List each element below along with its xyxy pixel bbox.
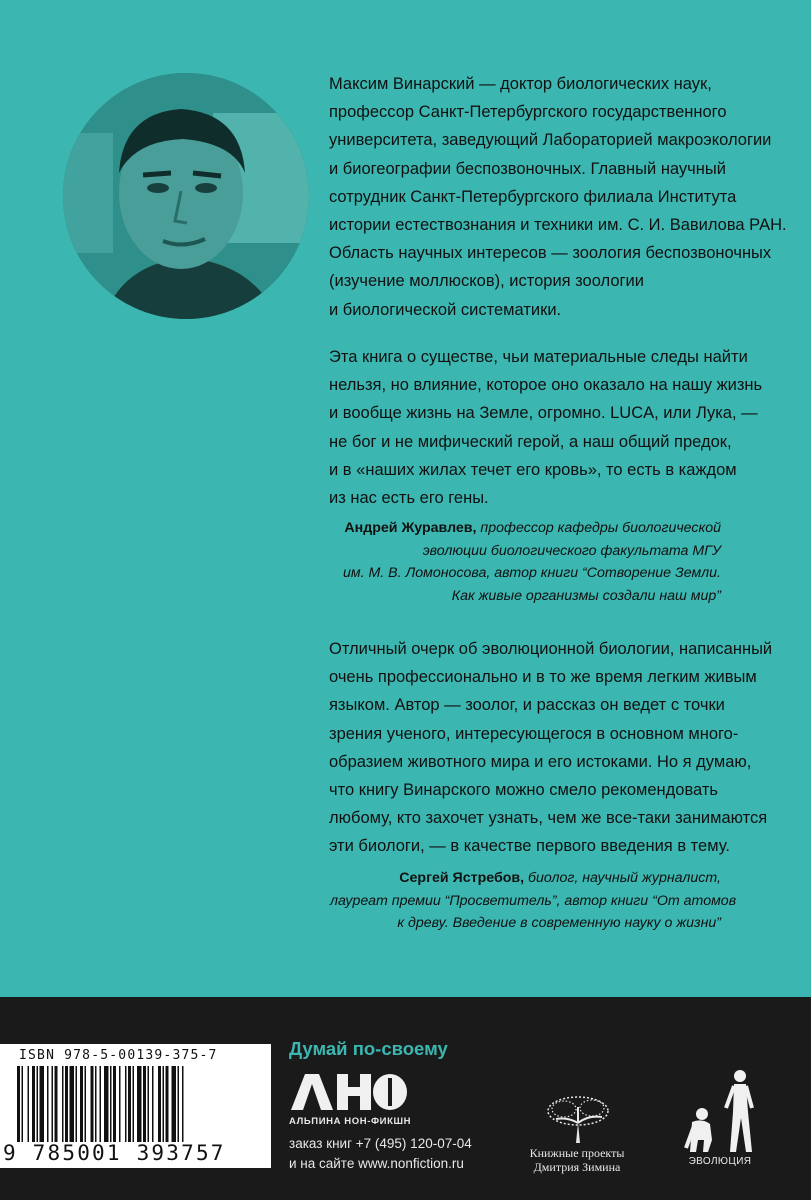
barcode-bar <box>91 1066 94 1142</box>
barcode-bar <box>119 1066 121 1142</box>
portrait-photo-icon <box>63 73 309 319</box>
barcode-bar <box>85 1066 87 1142</box>
barcode-bar <box>65 1066 68 1142</box>
attribution-line: лауреат премии “Просветитель”, автор книги “От атомов <box>330 892 737 909</box>
tree-icon <box>542 1093 614 1145</box>
zimin-line: Книжные проекты <box>529 1146 625 1160</box>
bio-line: Область научных интересов — зоология беспозвоночных <box>329 244 772 263</box>
attribution-line: профессор кафедры биологической <box>480 520 721 536</box>
bio-line: университета, заведующий Лабораторией макроэкологии <box>329 131 772 150</box>
bio-line: (изучение моллюсков), история зоологии <box>329 272 644 291</box>
barcode-bar <box>113 1066 116 1142</box>
barcode-bar <box>47 1066 49 1142</box>
publisher-slogan: Думай по-своему <box>289 1038 448 1059</box>
quote-line: языком. Автор — зоолог, и рассказ он ведет с точки <box>329 696 725 715</box>
barcode-bar <box>104 1066 109 1142</box>
quote-line: очень профессионально и в то же время легким живым <box>329 668 757 687</box>
barcode-bar <box>22 1066 24 1142</box>
barcode-bar <box>172 1066 177 1142</box>
attribution-line: Как живые организмы создали наш мир” <box>451 587 721 604</box>
publisher-contacts <box>289 1134 472 1173</box>
barcode-bar <box>158 1066 161 1142</box>
barcode-bar <box>40 1066 45 1142</box>
barcode-bar <box>32 1066 35 1142</box>
attribution-line: к древу. Введение в современную науку о жизни” <box>397 915 721 931</box>
quote-line: эти биологи, — в качестве первого введения в тему. <box>329 837 730 856</box>
barcode-bar <box>137 1066 142 1142</box>
review-quote-2 <box>329 635 773 861</box>
contact-phone: заказ книг +7 (495) 120-07-04 <box>289 1136 472 1151</box>
barcode-bar <box>17 1066 20 1142</box>
review-attribution-1 <box>330 517 721 607</box>
review-quote-1 <box>329 343 769 512</box>
barcode-bar <box>55 1066 58 1142</box>
barcode-bar <box>110 1066 112 1142</box>
quote-line: из нас есть его гены. <box>329 489 489 508</box>
barcode-bar <box>178 1066 180 1142</box>
barcode-bar <box>52 1066 54 1142</box>
barcode-bar <box>70 1066 75 1142</box>
publisher-logo-caption: АЛЬПИНА НОН-ФИКШН <box>289 1116 412 1127</box>
bio-line: и биологической систематики. <box>329 300 562 319</box>
review-author: Андрей Журавлев, <box>344 520 477 536</box>
bio-line: истории естествознания и техники им. С. И. Вавилова РАН. <box>329 216 787 235</box>
quote-line: и в «наших жилах течет его кровь», то есть в каждом <box>329 460 737 479</box>
attribution-line: им. М. В. Ломоносова, автор книги “Сотворение Земли. <box>342 565 721 581</box>
zimin-projects <box>507 1146 647 1174</box>
barcode-bar <box>128 1066 131 1142</box>
bio-line: Максим Винарский — доктор биологических наук, <box>329 75 712 93</box>
quote-line: Отличный очерк об эволюционной биологии, написанный <box>329 640 773 658</box>
barcode-bar <box>37 1066 39 1142</box>
bio-line: профессор Санкт-Петербургского государственного <box>329 103 727 122</box>
barcode-bar <box>143 1066 146 1142</box>
quote-line: что книгу Винарского можно смело рекомендовать <box>329 781 719 800</box>
attribution-line: биолог, научный журналист, <box>528 870 721 886</box>
quote-line: зрения ученого, интересующегося в основном много- <box>329 724 739 743</box>
barcode-bar <box>62 1066 64 1142</box>
barcode-icon <box>17 1066 257 1142</box>
barcode-bar <box>152 1066 154 1142</box>
bio-line: и биогеографии беспозвоночных. Главный научный <box>329 159 726 178</box>
barcode-bar <box>125 1066 127 1142</box>
quote-line: нельзя, но влияние, которое оно оказало на нашу жизнь <box>329 376 763 395</box>
author-portrait <box>63 73 309 319</box>
barcode-bar <box>80 1066 83 1142</box>
barcode-bar <box>182 1066 184 1142</box>
contact-site: и на сайте www.nonfiction.ru <box>289 1155 464 1171</box>
ean-digits: 9 785001 393757 <box>3 1141 226 1165</box>
barcode-bar <box>166 1066 169 1142</box>
quote-line: любому, кто захочет узнать, чем же все-таки занимаются <box>329 809 768 828</box>
review-attribution-2 <box>330 867 737 935</box>
barcode-bar <box>76 1066 78 1142</box>
quote-line: и вообще жизнь на Земле, огромно. LUCA, или Лука, — <box>329 404 758 423</box>
barcode-bar <box>95 1066 97 1142</box>
barcode-bar <box>163 1066 165 1142</box>
evolution-series-label: ЭВОЛЮЦИЯ <box>688 1156 752 1167</box>
quote-line: не бог и не мифический герой, а наш общий предок, <box>329 432 732 451</box>
attribution-line: эволюции биологического факультата МГУ <box>422 542 721 559</box>
barcode-bar <box>28 1066 30 1142</box>
isbn-label: ISBN 978-5-00139-375-7 <box>19 1048 218 1063</box>
bio-line: сотрудник Санкт-Петербургского филиала Института <box>329 187 737 206</box>
author-bio <box>329 70 787 324</box>
ano-logo-icon <box>289 1072 409 1112</box>
review-author: Сергей Ястребов, <box>399 870 525 886</box>
quote-line: Эта книга о существе, чьи материальные следы найти <box>329 348 748 366</box>
quote-line: образием животного мира и его истоками. Но я думаю, <box>329 752 752 771</box>
evolution-figures-icon <box>678 1068 764 1156</box>
zimin-line: Дмитрия Зимина <box>533 1160 621 1174</box>
barcode-bar <box>133 1066 135 1142</box>
barcode-bar <box>148 1066 150 1142</box>
barcode-bar <box>100 1066 102 1142</box>
